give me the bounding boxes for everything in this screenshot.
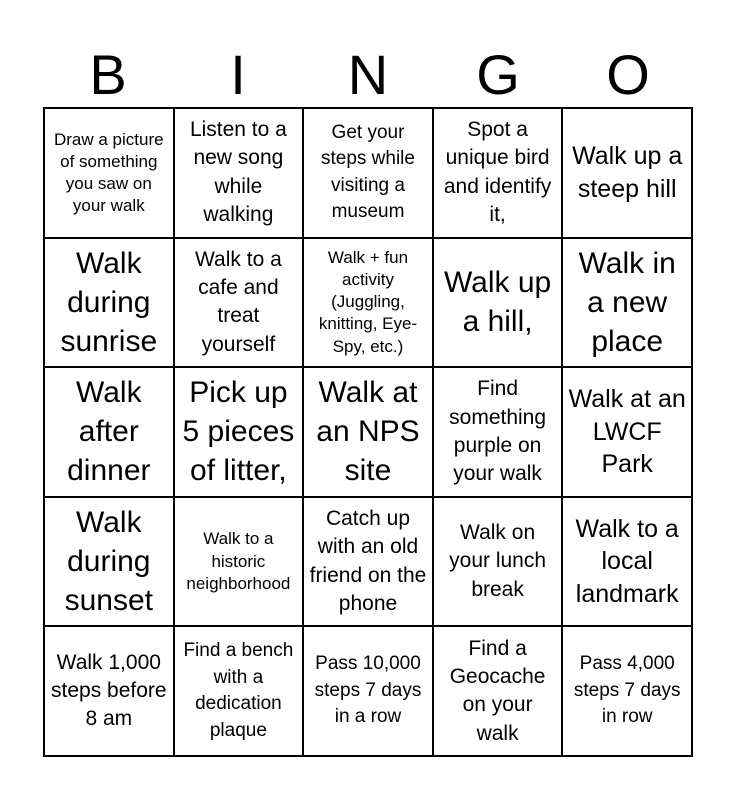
bingo-cell-2[interactable]: Listen to a new song while walking: [174, 108, 304, 238]
bingo-cell-10[interactable]: Walk in a new place: [562, 238, 692, 368]
bingo-cell-24[interactable]: Find a Geocache on your walk: [433, 626, 563, 756]
bingo-cell-15[interactable]: Walk at an LWCF Park: [562, 367, 692, 497]
bingo-cell-11[interactable]: Walk after dinner: [44, 367, 174, 497]
bingo-cell-23[interactable]: Pass 10,000 steps 7 days in a row: [303, 626, 433, 756]
bingo-cell-22[interactable]: Find a bench with a dedication plaque: [174, 626, 304, 756]
bingo-cell-14[interactable]: Find something purple on your walk: [433, 367, 563, 497]
bingo-cell-17[interactable]: Walk to a historic neighborhood: [174, 497, 304, 627]
header-letter-o: O: [606, 43, 650, 106]
bingo-grid: [43, 107, 693, 757]
bingo-cell-7[interactable]: Walk to a cafe and treat yourself: [174, 238, 304, 368]
bingo-cell-16[interactable]: Walk during sunset: [44, 497, 174, 627]
bingo-cell-12[interactable]: Pick up 5 pieces of litter,: [174, 367, 304, 497]
header-letter-b: B: [89, 43, 127, 106]
bingo-cell-18[interactable]: Catch up with an old friend on the phone: [303, 497, 433, 627]
bingo-cell-25[interactable]: Pass 4,000 steps 7 days in row: [562, 626, 692, 756]
bingo-cell-6[interactable]: Walk during sunrise: [44, 238, 174, 368]
bingo-cell-21[interactable]: Walk 1,000 steps before 8 am: [44, 626, 174, 756]
header-letter-i: I: [230, 43, 246, 106]
bingo-cell-4[interactable]: Spot a unique bird and identify it,: [433, 108, 563, 238]
bingo-cell-13[interactable]: Walk at an NPS site: [303, 367, 433, 497]
bingo-cell-3[interactable]: Get your steps while visiting a museum: [303, 108, 433, 238]
bingo-cell-20[interactable]: Walk to a local landmark: [562, 497, 692, 627]
header-letter-g: G: [476, 43, 520, 106]
bingo-cell-9[interactable]: Walk up a hill,: [433, 238, 563, 368]
bingo-cell-1[interactable]: Draw a picture of something you saw on your walk: [44, 108, 174, 238]
header-letter-n: N: [347, 43, 389, 106]
bingo-header: [43, 42, 693, 108]
bingo-cell-5[interactable]: Walk up a steep hill: [562, 108, 692, 238]
bingo-cell-8[interactable]: Walk + fun activity (Juggling, knitting, Eye-Spy, etc.): [303, 238, 433, 368]
bingo-cell-19[interactable]: Walk on your lunch break: [433, 497, 563, 627]
